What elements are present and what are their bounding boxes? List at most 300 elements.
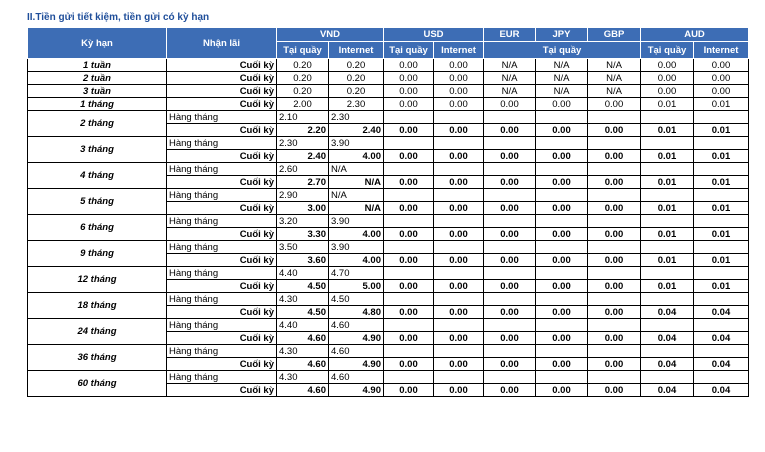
rate-cell: 4.00: [329, 228, 384, 241]
rate-cell: 0.00: [484, 228, 536, 241]
rate-cell: 2.70: [277, 176, 329, 189]
header-jpy: JPY: [536, 28, 588, 42]
rate-cell: N/A: [329, 189, 384, 202]
header-aud-tai-quay: Tại quầy: [641, 42, 694, 59]
empty-cell: [641, 215, 694, 228]
rate-cell: 2.40: [329, 124, 384, 137]
rate-cell: 4.60: [329, 319, 384, 332]
term-cell: 18 tháng: [28, 293, 167, 319]
empty-cell: [641, 241, 694, 254]
empty-cell: [694, 345, 749, 358]
rate-cell: 0.01: [694, 150, 749, 163]
nhan-lai-cell: Hàng tháng: [167, 163, 277, 176]
table-row-monthly: [28, 111, 749, 124]
empty-cell: [536, 163, 588, 176]
rate-cell: 0.00: [434, 59, 484, 72]
rate-cell: 3.90: [329, 215, 384, 228]
rate-cell: 0.01: [694, 98, 749, 111]
rate-cell: 0.00: [588, 280, 641, 293]
nhan-lai-cell: Cuối kỳ: [167, 72, 277, 85]
nhan-lai-cell: Cuối kỳ: [167, 124, 277, 137]
rate-cell: 0.01: [694, 228, 749, 241]
rate-cell: 0.00: [536, 280, 588, 293]
empty-cell: [484, 293, 536, 306]
rate-cell: N/A: [536, 59, 588, 72]
rate-cell: 0.00: [588, 176, 641, 189]
rate-cell: 0.00: [694, 72, 749, 85]
rate-cell: 0.00: [536, 358, 588, 371]
table-row-monthly: [28, 293, 749, 306]
rate-cell: N/A: [484, 72, 536, 85]
empty-cell: [384, 111, 434, 124]
rate-cell: 0.00: [694, 59, 749, 72]
nhan-lai-cell: Hàng tháng: [167, 111, 277, 124]
rate-cell: 4.60: [329, 345, 384, 358]
term-cell: 6 tháng: [28, 215, 167, 241]
rate-cell: 0.00: [536, 384, 588, 397]
rate-cell: N/A: [588, 59, 641, 72]
empty-cell: [641, 189, 694, 202]
term-cell: 60 tháng: [28, 371, 167, 397]
rate-cell: N/A: [536, 85, 588, 98]
nhan-lai-cell: Cuối kỳ: [167, 98, 277, 111]
rate-cell: 0.00: [434, 176, 484, 189]
empty-cell: [384, 319, 434, 332]
rate-cell: 0.00: [484, 306, 536, 319]
rate-cell: 4.40: [277, 267, 329, 280]
rate-cell: 0.00: [484, 176, 536, 189]
nhan-lai-cell: Cuối kỳ: [167, 59, 277, 72]
empty-cell: [434, 189, 484, 202]
term-cell: 2 tháng: [28, 111, 167, 137]
empty-cell: [484, 241, 536, 254]
term-cell: 24 tháng: [28, 319, 167, 345]
rate-cell: 0.00: [384, 72, 434, 85]
rate-cell: 0.01: [694, 202, 749, 215]
rate-cell: 0.00: [536, 332, 588, 345]
empty-cell: [588, 111, 641, 124]
empty-cell: [384, 137, 434, 150]
empty-cell: [641, 163, 694, 176]
empty-cell: [484, 371, 536, 384]
rate-cell: 0.00: [536, 124, 588, 137]
rate-cell: 0.01: [641, 202, 694, 215]
header-gbp: GBP: [588, 28, 641, 42]
empty-cell: [384, 241, 434, 254]
table-row: [28, 59, 749, 72]
rate-cell: 0.00: [484, 358, 536, 371]
nhan-lai-cell: Hàng tháng: [167, 293, 277, 306]
rate-cell: 0.00: [536, 254, 588, 267]
rate-cell: 0.04: [694, 384, 749, 397]
term-cell: 5 tháng: [28, 189, 167, 215]
rate-cell: 0.00: [694, 85, 749, 98]
empty-cell: [484, 189, 536, 202]
rate-cell: 2.00: [277, 98, 329, 111]
table-row-monthly: [28, 215, 749, 228]
rate-cell: 2.20: [277, 124, 329, 137]
table-row-monthly: [28, 319, 749, 332]
empty-cell: [536, 215, 588, 228]
nhan-lai-cell: Hàng tháng: [167, 215, 277, 228]
term-cell: 3 tháng: [28, 137, 167, 163]
rate-cell: 0.00: [484, 332, 536, 345]
nhan-lai-cell: Cuối kỳ: [167, 85, 277, 98]
rate-cell: 0.00: [384, 228, 434, 241]
rate-cell: 4.60: [329, 371, 384, 384]
empty-cell: [484, 215, 536, 228]
empty-cell: [588, 163, 641, 176]
nhan-lai-cell: Cuối kỳ: [167, 228, 277, 241]
empty-cell: [434, 371, 484, 384]
interest-rate-table: [27, 27, 749, 397]
term-cell: 1 tuần: [28, 59, 167, 72]
header-vnd: VND: [277, 28, 384, 42]
rate-cell: N/A: [588, 72, 641, 85]
empty-cell: [694, 163, 749, 176]
empty-cell: [694, 111, 749, 124]
rate-cell: 0.00: [641, 85, 694, 98]
empty-cell: [641, 137, 694, 150]
rate-cell: 3.90: [329, 137, 384, 150]
rate-cell: 2.40: [277, 150, 329, 163]
rate-cell: 0.00: [588, 358, 641, 371]
table-row-monthly: [28, 163, 749, 176]
empty-cell: [484, 267, 536, 280]
rate-cell: 0.00: [434, 280, 484, 293]
empty-cell: [694, 137, 749, 150]
rate-cell: 0.04: [641, 384, 694, 397]
rate-cell: 0.00: [484, 202, 536, 215]
rate-cell: 0.00: [384, 98, 434, 111]
rate-cell: 0.20: [277, 85, 329, 98]
empty-cell: [484, 111, 536, 124]
empty-cell: [536, 137, 588, 150]
rate-cell: 0.04: [641, 332, 694, 345]
rate-cell: 0.00: [484, 124, 536, 137]
nhan-lai-cell: Cuối kỳ: [167, 332, 277, 345]
rate-cell: 0.00: [536, 98, 588, 111]
nhan-lai-cell: Cuối kỳ: [167, 150, 277, 163]
rate-cell: N/A: [329, 202, 384, 215]
rate-cell: 0.00: [641, 72, 694, 85]
empty-cell: [484, 163, 536, 176]
rate-cell: 0.00: [434, 72, 484, 85]
empty-cell: [434, 111, 484, 124]
rate-cell: 0.00: [588, 124, 641, 137]
rate-cell: 0.00: [588, 384, 641, 397]
empty-cell: [434, 137, 484, 150]
rate-cell: 0.20: [329, 72, 384, 85]
header-ky-han: Kỳ hạn: [28, 28, 167, 59]
rate-cell: N/A: [484, 85, 536, 98]
rate-cell: 4.00: [329, 150, 384, 163]
rate-cell: 0.00: [384, 176, 434, 189]
rate-cell: 4.30: [277, 371, 329, 384]
empty-cell: [641, 267, 694, 280]
empty-cell: [588, 241, 641, 254]
rate-cell: 4.00: [329, 254, 384, 267]
rate-cell: 0.01: [694, 124, 749, 137]
rate-cell: 0.01: [641, 98, 694, 111]
rate-cell: 4.50: [329, 293, 384, 306]
rate-cell: 0.00: [434, 202, 484, 215]
rate-cell: 0.00: [384, 358, 434, 371]
rate-cell: 3.30: [277, 228, 329, 241]
nhan-lai-cell: Cuối kỳ: [167, 358, 277, 371]
rate-cell: 3.00: [277, 202, 329, 215]
empty-cell: [434, 319, 484, 332]
rate-cell: 4.90: [329, 358, 384, 371]
rate-cell: 2.60: [277, 163, 329, 176]
empty-cell: [484, 137, 536, 150]
rate-cell: 0.00: [434, 124, 484, 137]
term-cell: 9 tháng: [28, 241, 167, 267]
empty-cell: [694, 267, 749, 280]
rate-cell: 0.00: [384, 332, 434, 345]
table-row: [28, 72, 749, 85]
rate-cell: 0.00: [536, 228, 588, 241]
rate-cell: 0.00: [588, 254, 641, 267]
rate-cell: 0.00: [384, 150, 434, 163]
nhan-lai-cell: Hàng tháng: [167, 267, 277, 280]
table-row-monthly: [28, 345, 749, 358]
rate-cell: 2.30: [277, 137, 329, 150]
empty-cell: [588, 215, 641, 228]
empty-cell: [384, 189, 434, 202]
rate-cell: 0.04: [641, 358, 694, 371]
empty-cell: [588, 319, 641, 332]
nhan-lai-cell: Hàng tháng: [167, 319, 277, 332]
nhan-lai-cell: Hàng tháng: [167, 371, 277, 384]
empty-cell: [434, 293, 484, 306]
rate-cell: 0.00: [434, 150, 484, 163]
rate-cell: 0.00: [434, 384, 484, 397]
nhan-lai-cell: Cuối kỳ: [167, 280, 277, 293]
rate-cell: 0.00: [484, 98, 536, 111]
rate-cell: 4.50: [277, 280, 329, 293]
rate-cell: 0.04: [694, 332, 749, 345]
rate-cell: 4.40: [277, 319, 329, 332]
rate-cell: 0.01: [694, 176, 749, 189]
rate-cell: 4.60: [277, 358, 329, 371]
nhan-lai-cell: Hàng tháng: [167, 189, 277, 202]
rate-cell: 0.00: [641, 59, 694, 72]
rate-cell: 0.20: [277, 72, 329, 85]
empty-cell: [588, 345, 641, 358]
rate-cell: 0.00: [588, 150, 641, 163]
rate-cell: N/A: [329, 176, 384, 189]
table-row-monthly: [28, 241, 749, 254]
rate-cell: 0.00: [484, 280, 536, 293]
table-row-monthly: [28, 137, 749, 150]
rate-cell: 0.01: [641, 254, 694, 267]
term-cell: 4 tháng: [28, 163, 167, 189]
empty-cell: [536, 189, 588, 202]
nhan-lai-cell: Cuối kỳ: [167, 306, 277, 319]
rate-cell: 0.00: [588, 332, 641, 345]
empty-cell: [384, 215, 434, 228]
rate-cell: 4.30: [277, 345, 329, 358]
rate-cell: 3.60: [277, 254, 329, 267]
empty-cell: [434, 241, 484, 254]
nhan-lai-cell: Cuối kỳ: [167, 384, 277, 397]
rate-cell: 0.01: [694, 280, 749, 293]
empty-cell: [588, 137, 641, 150]
rate-cell: 0.00: [384, 59, 434, 72]
term-cell: 3 tuần: [28, 85, 167, 98]
table-row-monthly: [28, 267, 749, 280]
rate-cell: 4.60: [277, 384, 329, 397]
empty-cell: [694, 293, 749, 306]
empty-cell: [694, 189, 749, 202]
rate-cell: 0.00: [384, 124, 434, 137]
rate-cell: 0.00: [384, 384, 434, 397]
rate-cell: 0.00: [384, 280, 434, 293]
rate-cell: 3.20: [277, 215, 329, 228]
empty-cell: [434, 345, 484, 358]
table-row-monthly: [28, 371, 749, 384]
rate-cell: 0.00: [434, 85, 484, 98]
rate-cell: 4.90: [329, 384, 384, 397]
nhan-lai-cell: Cuối kỳ: [167, 202, 277, 215]
header-usd-tai-quay: Tại quầy: [384, 42, 434, 59]
rate-cell: N/A: [484, 59, 536, 72]
rate-cell: 0.01: [641, 124, 694, 137]
table-row: [28, 98, 749, 111]
rate-cell: 2.30: [329, 98, 384, 111]
empty-cell: [641, 319, 694, 332]
nhan-lai-cell: Hàng tháng: [167, 137, 277, 150]
empty-cell: [536, 111, 588, 124]
rate-cell: 0.00: [384, 202, 434, 215]
header-aud: AUD: [641, 28, 749, 42]
rate-cell: 0.00: [384, 254, 434, 267]
empty-cell: [694, 241, 749, 254]
rate-cell: 0.00: [588, 306, 641, 319]
empty-cell: [384, 267, 434, 280]
rate-cell: 0.00: [588, 202, 641, 215]
rate-cell: 0.01: [641, 176, 694, 189]
rate-cell: 4.30: [277, 293, 329, 306]
nhan-lai-cell: Hàng tháng: [167, 241, 277, 254]
rate-cell: 0.00: [484, 384, 536, 397]
rate-cell: 3.90: [329, 241, 384, 254]
empty-cell: [434, 163, 484, 176]
empty-cell: [588, 189, 641, 202]
rate-cell: 0.00: [588, 228, 641, 241]
empty-cell: [484, 319, 536, 332]
table-row-monthly: [28, 189, 749, 202]
empty-cell: [536, 241, 588, 254]
rate-cell: 0.00: [384, 85, 434, 98]
rate-cell: 0.04: [694, 358, 749, 371]
rate-cell: 0.00: [434, 228, 484, 241]
empty-cell: [588, 293, 641, 306]
empty-cell: [536, 345, 588, 358]
header-eur: EUR: [484, 28, 536, 42]
empty-cell: [384, 371, 434, 384]
empty-cell: [536, 267, 588, 280]
rate-cell: N/A: [588, 85, 641, 98]
rate-cell: 4.80: [329, 306, 384, 319]
rate-cell: 0.01: [641, 280, 694, 293]
empty-cell: [434, 267, 484, 280]
empty-cell: [641, 345, 694, 358]
empty-cell: [588, 267, 641, 280]
term-cell: 2 tuần: [28, 72, 167, 85]
term-cell: 36 tháng: [28, 345, 167, 371]
header-eur-jpy-gbp-tai-quay: Tại quầy: [484, 42, 641, 59]
empty-cell: [641, 293, 694, 306]
rate-cell: 0.20: [277, 59, 329, 72]
header-usd: USD: [384, 28, 484, 42]
rate-cell: 0.04: [641, 306, 694, 319]
rate-cell: 0.00: [384, 306, 434, 319]
rate-cell: 0.01: [641, 228, 694, 241]
term-cell: 12 tháng: [28, 267, 167, 293]
rate-cell: N/A: [329, 163, 384, 176]
empty-cell: [694, 215, 749, 228]
rate-cell: 0.00: [434, 306, 484, 319]
empty-cell: [694, 319, 749, 332]
header-vnd-internet: Internet: [329, 42, 384, 59]
header-aud-internet: Internet: [694, 42, 749, 59]
rate-cell: 4.70: [329, 267, 384, 280]
term-cell: 1 tháng: [28, 98, 167, 111]
header-nhan-lai: Nhận lãi: [167, 28, 277, 59]
empty-cell: [641, 371, 694, 384]
empty-cell: [384, 345, 434, 358]
rate-cell: 5.00: [329, 280, 384, 293]
rate-cell: 0.00: [536, 176, 588, 189]
rate-cell: 4.60: [277, 332, 329, 345]
nhan-lai-cell: Cuối kỳ: [167, 176, 277, 189]
rate-cell: 0.00: [536, 150, 588, 163]
rate-cell: 0.00: [536, 306, 588, 319]
section-title: II.Tiền gửi tiết kiệm, tiền gửi có kỳ hạn: [27, 12, 210, 23]
empty-cell: [384, 163, 434, 176]
header-vnd-tai-quay: Tại quầy: [277, 42, 329, 59]
empty-cell: [434, 215, 484, 228]
rate-cell: 2.10: [277, 111, 329, 124]
rate-cell: 0.20: [329, 85, 384, 98]
rate-cell: 0.00: [588, 98, 641, 111]
rate-cell: 0.04: [694, 306, 749, 319]
header-usd-internet: Internet: [434, 42, 484, 59]
empty-cell: [484, 345, 536, 358]
rate-cell: 0.01: [641, 150, 694, 163]
rate-cell: N/A: [536, 72, 588, 85]
rate-cell: 2.30: [329, 111, 384, 124]
empty-cell: [694, 371, 749, 384]
rate-cell: 0.00: [434, 254, 484, 267]
rate-cell: 2.90: [277, 189, 329, 202]
rate-cell: 4.90: [329, 332, 384, 345]
empty-cell: [588, 371, 641, 384]
empty-cell: [536, 371, 588, 384]
rate-cell: 4.50: [277, 306, 329, 319]
rate-cell: 0.01: [694, 254, 749, 267]
rate-cell: 0.00: [536, 202, 588, 215]
rate-cell: 0.00: [434, 332, 484, 345]
rate-cell: 0.20: [329, 59, 384, 72]
empty-cell: [536, 293, 588, 306]
rate-cell: 0.00: [434, 98, 484, 111]
empty-cell: [384, 293, 434, 306]
table-row: [28, 85, 749, 98]
empty-cell: [536, 319, 588, 332]
